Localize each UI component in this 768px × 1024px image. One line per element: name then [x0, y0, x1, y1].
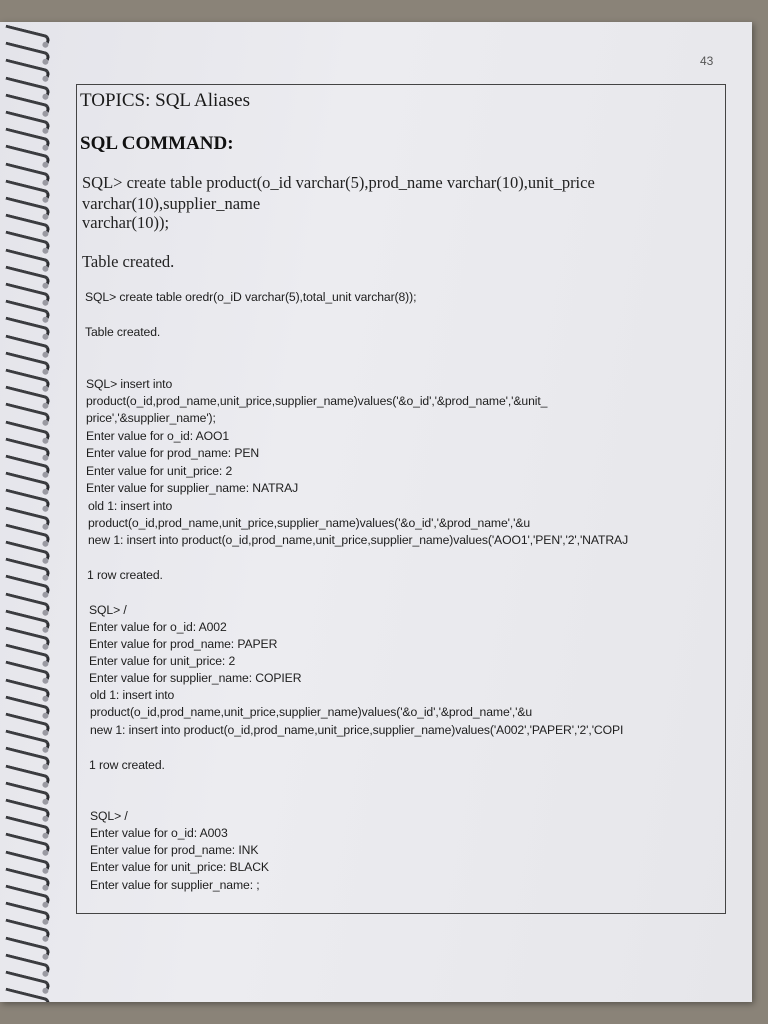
spiral-binding — [0, 22, 62, 1002]
sql-output-line: Enter value for supplier_name: NATRAJ — [86, 481, 299, 495]
topic-heading: TOPICS: SQL Aliases — [80, 90, 250, 111]
sql-output-line: Enter value for prod_name: PAPER — [89, 637, 278, 651]
create-product-line: varchar(10),supplier_name — [82, 194, 261, 213]
sql-output-line: Enter value for o_id: A002 — [89, 620, 227, 634]
sql-output-line: product(o_id,prod_name,unit_price,supplier_name)values('&o_id','&prod_name','&unit_ — [86, 394, 548, 408]
sql-output-line: Enter value for o_id: AOO1 — [86, 429, 230, 443]
sql-output-line: Enter value for unit_price: BLACK — [90, 860, 269, 874]
sql-output-line: Enter value for o_id: A003 — [90, 826, 228, 840]
sql-output-line: SQL> / — [89, 603, 127, 617]
sql-output-line: new 1: insert into product(o_id,prod_name,unit_price,supplier_name)values('AOO1','PEN','2','NATRAJ — [88, 533, 629, 547]
create-product-line: varchar(10)); — [82, 213, 170, 232]
sql-output-line: Enter value for prod_name: PEN — [86, 446, 260, 460]
table-created-message: Table created. — [85, 325, 161, 339]
row-created-message: 1 row created. — [87, 568, 163, 582]
sql-output-line: old 1: insert into — [88, 499, 173, 513]
page-number: 43 — [700, 54, 714, 68]
sql-output-line: new 1: insert into product(o_id,prod_name,unit_price,supplier_name)values('A002','PAPER','2','COPI — [90, 723, 624, 737]
create-product-line: SQL> create table product(o_id varchar(5),prod_name varchar(10),unit_price — [82, 173, 595, 192]
sql-output-line: Enter value for supplier_name: COPIER — [89, 671, 302, 685]
sql-output-line: old 1: insert into — [90, 688, 175, 702]
sql-output-line: Enter value for supplier_name: ; — [90, 878, 260, 892]
sql-output-line: Enter value for unit_price: 2 — [86, 464, 233, 478]
sql-output-line: Enter value for unit_price: 2 — [89, 654, 236, 668]
command-heading: SQL COMMAND: — [80, 133, 234, 154]
sql-output-line: SQL> insert into — [86, 377, 173, 391]
sql-output-line: product(o_id,prod_name,unit_price,supplier_name)values('&o_id','&prod_name','&u — [88, 516, 531, 530]
table-created-message: Table created. — [82, 252, 175, 271]
sql-output-line: Enter value for prod_name: INK — [90, 843, 259, 857]
sql-output-line: SQL> / — [90, 809, 128, 823]
sql-output-line: price','&supplier_name'); — [86, 411, 216, 425]
sql-output-line: product(o_id,prod_name,unit_price,supplier_name)values('&o_id','&prod_name','&u — [90, 705, 533, 719]
row-created-message: 1 row created. — [89, 758, 165, 772]
create-order-line: SQL> create table oredr(o_iD varchar(5),total_unit varchar(8)); — [85, 290, 417, 304]
